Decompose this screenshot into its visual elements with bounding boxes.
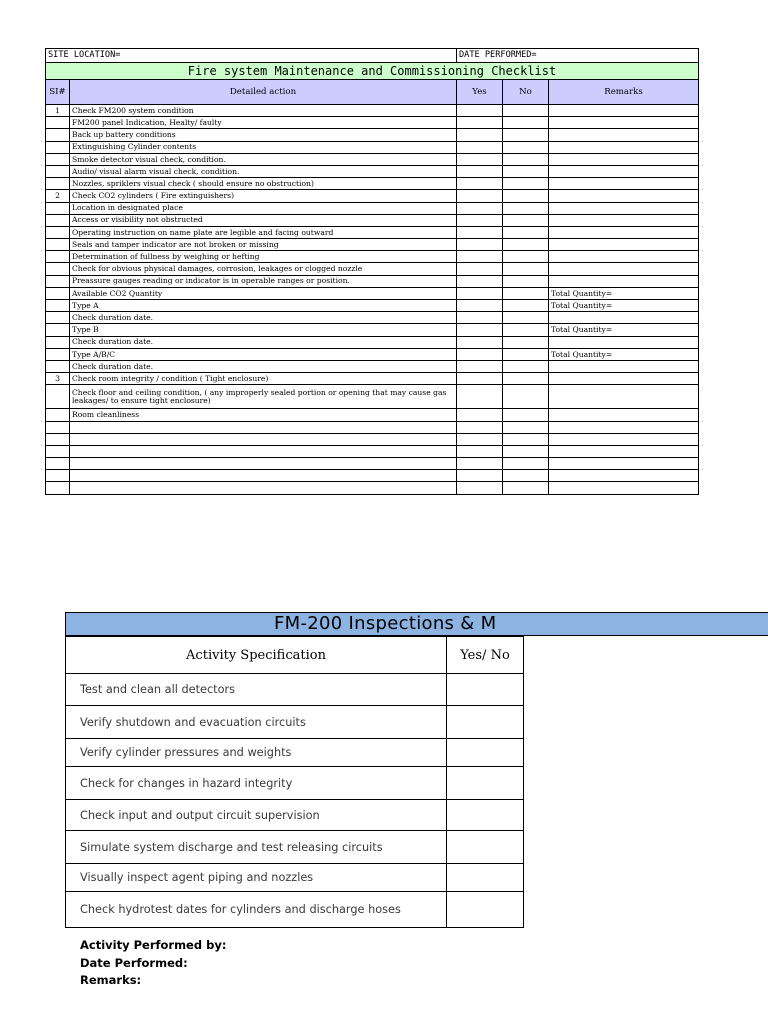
activity-label: Visually inspect agent piping and nozzles: [66, 864, 447, 892]
row-yes-cell[interactable]: [457, 105, 503, 117]
checklist-row: [46, 129, 699, 141]
row-action: [70, 421, 457, 433]
row-remarks[interactable]: [549, 312, 699, 324]
row-action: Check CO2 cylinders ( Fire extinguishers): [70, 190, 457, 202]
row-remarks[interactable]: [549, 129, 699, 141]
row-yes-cell[interactable]: [457, 239, 503, 251]
row-remarks[interactable]: Total Quantity=: [549, 324, 699, 336]
checklist-row: [46, 373, 699, 385]
checklist-title: Fire system Maintenance and Commissioning Checklist: [46, 63, 699, 80]
row-number: [46, 263, 70, 275]
row-action: [70, 433, 457, 445]
row-yes-cell[interactable]: [457, 470, 503, 482]
yes-no-cell[interactable]: [447, 800, 524, 831]
fm200-activity-table: [65, 636, 524, 928]
checklist-row: [46, 190, 699, 202]
row-yes-cell[interactable]: [457, 421, 503, 433]
row-number: [46, 202, 70, 214]
checklist-row: [46, 324, 699, 336]
row-no-cell[interactable]: [503, 105, 549, 117]
row-remarks[interactable]: [549, 202, 699, 214]
checklist-row: [46, 214, 699, 226]
checklist-row: [46, 458, 699, 470]
row-remarks[interactable]: [549, 178, 699, 190]
activity-label: Verify cylinder pressures and weights: [66, 739, 447, 767]
row-action: Nozzles, spriklers visual check ( should ensure no obstruction): [70, 178, 457, 190]
row-number: [46, 433, 70, 445]
row-yes-cell[interactable]: [457, 129, 503, 141]
row-remarks[interactable]: [549, 105, 699, 117]
row-no-cell[interactable]: [503, 275, 549, 287]
checklist-row: [46, 153, 699, 165]
row-number: [46, 117, 70, 129]
checklist-row: [46, 312, 699, 324]
row-yes-cell[interactable]: [457, 336, 503, 348]
row-yes-cell[interactable]: [457, 300, 503, 312]
row-remarks[interactable]: [549, 214, 699, 226]
row-yes-cell[interactable]: [457, 433, 503, 445]
yes-no-cell[interactable]: [447, 706, 524, 739]
row-number: [46, 239, 70, 251]
row-action: Operating instruction on name plate are legible and facing outward: [70, 226, 457, 238]
row-remarks[interactable]: [549, 190, 699, 202]
checklist-row: [46, 433, 699, 445]
row-no-cell[interactable]: [503, 263, 549, 275]
row-no-cell[interactable]: [503, 153, 549, 165]
row-no-cell[interactable]: [503, 336, 549, 348]
row-number: [46, 300, 70, 312]
row-number: [46, 129, 70, 141]
row-yes-cell[interactable]: [457, 445, 503, 457]
row-remarks[interactable]: [549, 165, 699, 177]
row-action: Audio/ visual alarm visual check, condition.: [70, 165, 457, 177]
row-number: 3: [46, 373, 70, 385]
row-action: [70, 482, 457, 494]
row-yes-cell[interactable]: [457, 190, 503, 202]
fm200-header-row: [66, 637, 524, 674]
row-number: [46, 348, 70, 360]
row-yes-cell[interactable]: [457, 458, 503, 470]
row-yes-cell[interactable]: [457, 165, 503, 177]
checklist-row: [46, 360, 699, 372]
row-remarks[interactable]: [549, 409, 699, 421]
row-remarks[interactable]: [549, 263, 699, 275]
activity-row: [66, 739, 524, 767]
row-action: Type A: [70, 300, 457, 312]
row-action: Room cleanliness: [70, 409, 457, 421]
row-number: [46, 251, 70, 263]
row-action: Back up battery conditions: [70, 129, 457, 141]
row-yes-cell[interactable]: [457, 251, 503, 263]
row-number: [46, 385, 70, 409]
row-number: [46, 482, 70, 494]
row-remarks[interactable]: [549, 153, 699, 165]
col-header-action: Detailed action: [70, 80, 457, 105]
row-yes-cell[interactable]: [457, 312, 503, 324]
header-row: [46, 80, 699, 105]
checklist-row: [46, 251, 699, 263]
row-yes-cell[interactable]: [457, 275, 503, 287]
yes-no-cell[interactable]: [447, 767, 524, 800]
row-action: Extinguishing Cylinder contents: [70, 141, 457, 153]
row-remarks[interactable]: [549, 251, 699, 263]
row-remarks[interactable]: Total Quantity=: [549, 348, 699, 360]
row-no-cell[interactable]: [503, 324, 549, 336]
row-no-cell[interactable]: [503, 458, 549, 470]
col-header-no: No: [503, 80, 549, 105]
row-yes-cell[interactable]: [457, 287, 503, 299]
row-remarks[interactable]: [549, 141, 699, 153]
row-yes-cell[interactable]: [457, 373, 503, 385]
row-yes-cell[interactable]: [457, 263, 503, 275]
checklist-row: [46, 275, 699, 287]
row-no-cell[interactable]: [503, 202, 549, 214]
row-remarks[interactable]: [549, 482, 699, 494]
yes-no-cell[interactable]: [447, 892, 524, 928]
site-date-row: [46, 49, 699, 63]
col-header-sn: SI#: [46, 80, 70, 105]
activity-row: [66, 674, 524, 706]
row-no-cell[interactable]: [503, 470, 549, 482]
row-number: [46, 324, 70, 336]
row-no-cell[interactable]: [503, 190, 549, 202]
activity-row: [66, 800, 524, 831]
row-action: Type A/B/C: [70, 348, 457, 360]
row-action: Check duration date.: [70, 336, 457, 348]
row-yes-cell[interactable]: [457, 324, 503, 336]
row-yes-cell[interactable]: [457, 385, 503, 409]
row-number: [46, 458, 70, 470]
row-yes-cell[interactable]: [457, 202, 503, 214]
checklist-row: [46, 348, 699, 360]
row-number: [46, 336, 70, 348]
row-action: Check duration date.: [70, 360, 457, 372]
row-no-cell[interactable]: [503, 214, 549, 226]
row-action: FM200 panel Indication, Healty/ faulty: [70, 117, 457, 129]
row-number: [46, 470, 70, 482]
row-no-cell[interactable]: [503, 360, 549, 372]
row-no-cell[interactable]: [503, 141, 549, 153]
row-no-cell[interactable]: [503, 165, 549, 177]
row-number: [46, 165, 70, 177]
activity-spec-header: Activity Specification: [66, 637, 447, 674]
date-performed-label: Date Performed:: [80, 955, 188, 970]
checklist-row: [46, 226, 699, 238]
checklist-row: [46, 445, 699, 457]
checklist-row: [46, 385, 699, 409]
row-remarks[interactable]: [549, 445, 699, 457]
checklist-row: [46, 287, 699, 299]
checklist-row: [46, 263, 699, 275]
checklist-row: [46, 409, 699, 421]
row-no-cell[interactable]: [503, 226, 549, 238]
row-yes-cell[interactable]: [457, 178, 503, 190]
checklist-row: [46, 482, 699, 494]
row-no-cell[interactable]: [503, 300, 549, 312]
row-no-cell[interactable]: [503, 239, 549, 251]
activity-label: Check for changes in hazard integrity: [66, 767, 447, 800]
row-no-cell[interactable]: [503, 178, 549, 190]
yes-no-header: Yes/ No: [447, 637, 524, 674]
row-yes-cell[interactable]: [457, 141, 503, 153]
row-no-cell[interactable]: [503, 433, 549, 445]
row-number: [46, 214, 70, 226]
row-remarks[interactable]: [549, 239, 699, 251]
row-no-cell[interactable]: [503, 373, 549, 385]
yes-no-cell[interactable]: [447, 674, 524, 706]
row-remarks[interactable]: [549, 421, 699, 433]
row-no-cell[interactable]: [503, 117, 549, 129]
row-action: Check FM200 system condition: [70, 105, 457, 117]
row-remarks[interactable]: [549, 433, 699, 445]
activity-row: [66, 831, 524, 864]
activity-label: Test and clean all detectors: [66, 674, 447, 706]
row-remarks[interactable]: [549, 385, 699, 409]
col-header-yes: Yes: [457, 80, 503, 105]
date-performed-field[interactable]: DATE PERFORMED=: [457, 49, 699, 63]
row-remarks[interactable]: [549, 226, 699, 238]
row-remarks[interactable]: [549, 275, 699, 287]
row-number: [46, 141, 70, 153]
activity-label: Simulate system discharge and test releasing circuits: [66, 831, 447, 864]
fm200-banner: [65, 612, 768, 636]
row-no-cell[interactable]: [503, 251, 549, 263]
row-action: Check for obvious physical damages, corrosion, leakages or clogged nozzle: [70, 263, 457, 275]
row-remarks[interactable]: [549, 470, 699, 482]
row-action: Determination of fullness by weighing or hefting: [70, 251, 457, 263]
checklist-row: [46, 178, 699, 190]
col-header-remarks: Remarks: [549, 80, 699, 105]
checklist-row: [46, 421, 699, 433]
row-number: [46, 421, 70, 433]
row-no-cell[interactable]: [503, 421, 549, 433]
row-number: [46, 275, 70, 287]
row-yes-cell[interactable]: [457, 153, 503, 165]
checklist-row: [46, 470, 699, 482]
title-row: [46, 63, 699, 80]
row-action: Type B: [70, 324, 457, 336]
row-action: Seals and tamper indicator are not broken or missing: [70, 239, 457, 251]
maintenance-checklist-table: [45, 48, 699, 495]
row-yes-cell[interactable]: [457, 226, 503, 238]
row-remarks[interactable]: [549, 373, 699, 385]
row-action: Check duration date.: [70, 312, 457, 324]
checklist-row: [46, 336, 699, 348]
row-no-cell[interactable]: [503, 129, 549, 141]
row-action: Available CO2 Quantity: [70, 287, 457, 299]
row-number: [46, 409, 70, 421]
row-remarks[interactable]: [549, 336, 699, 348]
row-no-cell[interactable]: [503, 482, 549, 494]
checklist-row: [46, 300, 699, 312]
activity-row: [66, 706, 524, 739]
row-action: Preassure gauges reading or indicator is in operable ranges or position.: [70, 275, 457, 287]
yes-no-cell[interactable]: [447, 739, 524, 767]
row-no-cell[interactable]: [503, 385, 549, 409]
checklist-row: [46, 141, 699, 153]
row-no-cell[interactable]: [503, 445, 549, 457]
row-remarks[interactable]: Total Quantity=: [549, 300, 699, 312]
signoff-block: [80, 937, 226, 990]
row-action: [70, 445, 457, 457]
row-no-cell[interactable]: [503, 409, 549, 421]
checklist-row: [46, 239, 699, 251]
activity-row: [66, 864, 524, 892]
row-action: Check floor and ceiling condition, ( any improperly sealed portion or opening that may cause gas leakages/ to ensure tight enclosure): [70, 385, 457, 409]
row-number: 2: [46, 190, 70, 202]
row-number: [46, 226, 70, 238]
row-yes-cell[interactable]: [457, 482, 503, 494]
yes-no-cell[interactable]: [447, 831, 524, 864]
row-remarks[interactable]: Total Quantity=: [549, 287, 699, 299]
row-action: Location in designated place: [70, 202, 457, 214]
remarks-label: Remarks:: [80, 973, 142, 987]
row-yes-cell[interactable]: [457, 360, 503, 372]
row-no-cell[interactable]: [503, 312, 549, 324]
row-number: [46, 312, 70, 324]
yes-no-cell[interactable]: [447, 864, 524, 892]
row-number: 1: [46, 105, 70, 117]
row-yes-cell[interactable]: [457, 348, 503, 360]
row-action: [70, 458, 457, 470]
checklist-row: [46, 165, 699, 177]
row-number: [46, 178, 70, 190]
row-number: [46, 360, 70, 372]
site-location-field[interactable]: SITE LOCATION=: [46, 49, 457, 63]
row-no-cell[interactable]: [503, 287, 549, 299]
row-action: Check room integrity / condition ( Tight enclosure): [70, 373, 457, 385]
row-no-cell[interactable]: [503, 348, 549, 360]
row-yes-cell[interactable]: [457, 409, 503, 421]
activity-row: [66, 767, 524, 800]
row-action: [70, 470, 457, 482]
row-remarks[interactable]: [549, 458, 699, 470]
row-action: Smoke detector visual check, condition.: [70, 153, 457, 165]
row-number: [46, 445, 70, 457]
activity-label: Verify shutdown and evacuation circuits: [66, 706, 447, 739]
activity-performed-by-label: Activity Performed by:: [80, 938, 227, 952]
row-number: [46, 153, 70, 165]
activity-label: Check input and output circuit supervision: [66, 800, 447, 831]
row-number: [46, 287, 70, 299]
row-remarks[interactable]: [549, 117, 699, 129]
activity-label: Check hydrotest dates for cylinders and discharge hoses: [66, 892, 447, 928]
row-action: Access or visibility not obstructed: [70, 214, 457, 226]
fm200-title: FM-200 Inspections & M: [274, 613, 497, 634]
checklist-row: [46, 202, 699, 214]
checklist-row: [46, 117, 699, 129]
row-yes-cell[interactable]: [457, 214, 503, 226]
activity-row: [66, 892, 524, 928]
row-remarks[interactable]: [549, 360, 699, 372]
row-yes-cell[interactable]: [457, 117, 503, 129]
checklist-row: [46, 105, 699, 117]
